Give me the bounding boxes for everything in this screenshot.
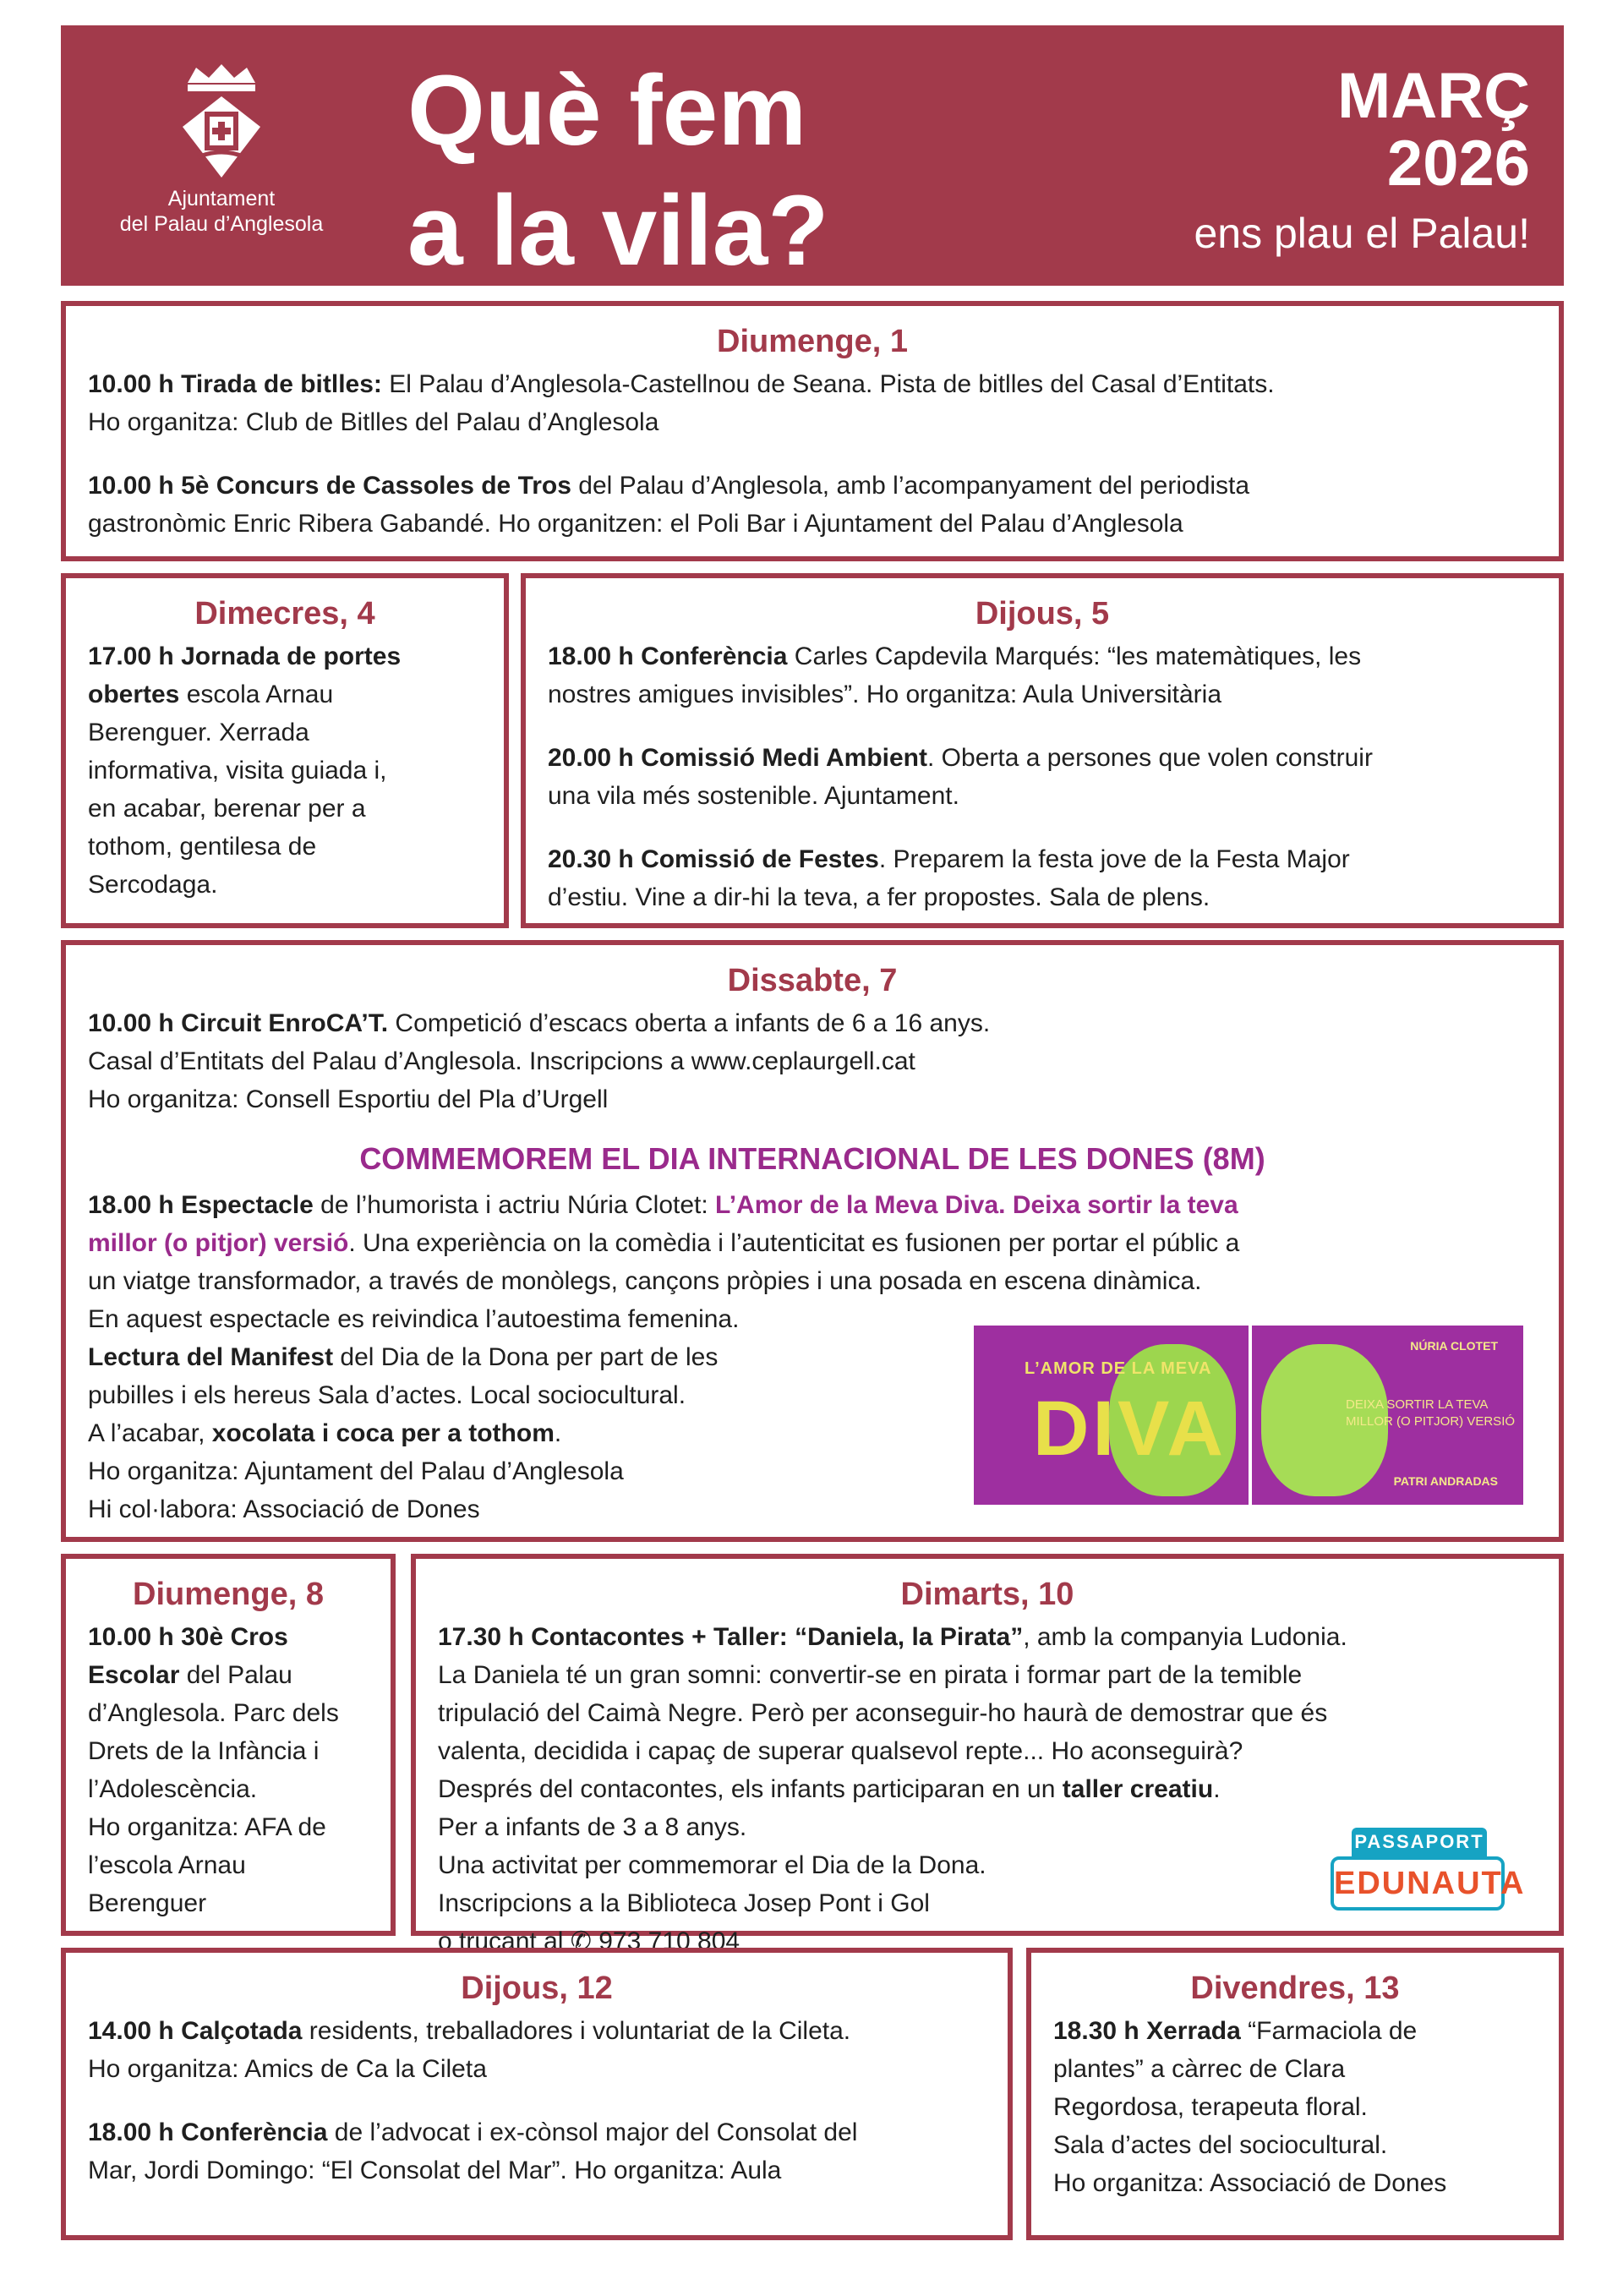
organizer-line: Ho organitza: Club de Bitlles del Palau d’Anglesola [88, 408, 659, 436]
event-line: La Daniela té un gran somni: convertir-se en pirata i formar part de la temible [438, 1661, 1303, 1689]
organizer-line: Berenguer [88, 1889, 207, 1917]
event-line: 17.00 h Jornada de portes [88, 642, 402, 670]
event-line: En aquest espectacle es reivindica l’autoestima femenina. [88, 1305, 740, 1333]
title-line-1: Què fem [407, 55, 807, 167]
page-title [407, 51, 829, 291]
event-line: Inscripcions a la Biblioteca Josep Pont i Gol [438, 1889, 930, 1917]
event-line: l’Adolescència. [88, 1775, 258, 1803]
event-line: Mar, Jordi Domingo: “El Consolat del Mar”. Ho organitza: Aula [88, 2157, 782, 2184]
event-line: informativa, visita guiada i, [88, 757, 387, 784]
event-line: obertes escola Arnau [88, 681, 334, 708]
event-line: nostres amigues invisibles”. Ho organitza: Aula Universitària [548, 681, 1222, 708]
event-line: Regordosa, terapeuta floral. [1053, 2093, 1368, 2121]
event-line: Una activitat per commemorar el Dia de la Dona. [438, 1851, 986, 1879]
organizer-line: Ho organitza: Consell Esportiu del Pla d’Urgell [88, 1085, 609, 1113]
badge-bottom-label: EDUNAUTA [1331, 1856, 1505, 1911]
passaport-edunauta-badge [1331, 1828, 1526, 1921]
event-line: Casal d’Entitats del Palau d’Anglesola. Inscripcions a www.ceplaurgell.cat [88, 1047, 915, 1075]
event-box-diumenge-1 [61, 301, 1564, 561]
organizer-line: Ho organitza: Associació de Dones [1053, 2169, 1447, 2197]
poster-name-2: PATRI ANDRADAS [1393, 1474, 1498, 1488]
event-line: una vila més sostenible. Ajuntament. [548, 782, 959, 810]
day-title: Dijous, 5 [975, 596, 1110, 631]
year-label: 2026 [1386, 128, 1530, 200]
event-line: 10.00 h 5è Concurs de Cassoles de Tros del Palau d’Anglesola, amb l’acompanyament del periodista [88, 472, 1250, 500]
event-line: Per a infants de 3 a 8 anys. [438, 1813, 747, 1841]
event-box-dimarts-10 [411, 1554, 1564, 1955]
title-line-2: a la vila? [407, 175, 829, 287]
poster-title-top: L’AMOR DE LA MEVA [1025, 1359, 1212, 1378]
event-line: Sala d’actes del sociocultural. [1053, 2131, 1388, 2159]
event-line: en acabar, berenar per a [88, 795, 366, 823]
event-line: 18.00 h Conferència de l’advocat i ex-cònsol major del Consolat del [88, 2118, 858, 2146]
organizer-line: Ho organitza: Amics de Ca la Cileta [88, 2055, 487, 2083]
day-title: Dijous, 12 [461, 1971, 613, 2006]
event-line: Drets de la Infància i [88, 1737, 320, 1765]
event-line: 14.00 h Calçotada residents, treballadores i voluntariat de la Cileta. [88, 2017, 851, 2045]
event-line: Lectura del Manifest del Dia de la Dona per part de les [88, 1343, 719, 1371]
day-title: Diumenge, 8 [133, 1577, 324, 1612]
event-line: Berenguer. Xerrada [88, 719, 309, 746]
event-line: d’Anglesola. Parc dels [88, 1699, 339, 1727]
event-line: plantes” a càrrec de Clara [1053, 2055, 1346, 2083]
event-line: Després del contacontes, els infants participaran en un taller creatiu. [438, 1775, 1221, 1803]
diva-show-poster [974, 1326, 1523, 1505]
poster-name-1: NÚRIA CLOTET [1410, 1339, 1498, 1353]
event-line: tothom, gentilesa de [88, 833, 317, 861]
event-line: 18.00 h Espectacle de l’humorista i actriu Núria Clotet: L’Amor de la Meva Diva. Deixa sortir la teva [88, 1191, 1238, 1219]
event-box-dimecres-4 [61, 573, 509, 928]
event-line: d’estiu. Vine a dir-hi la teva, a fer propostes. Sala de plens. [548, 883, 1210, 911]
phone-icon: ✆ [570, 1927, 599, 1955]
event-line: 18.00 h Conferència Carles Capdevila Marqués: “les matemàtiques, les [548, 642, 1362, 670]
event-line: pubilles i els hereus Sala d’actes. Local sociocultural. [88, 1381, 686, 1409]
day-title: Dissabte, 7 [727, 963, 898, 998]
event-line: un viatge transformador, a través de monòlegs, cançons pròpies i una posada en escena dinàmica. [88, 1267, 1202, 1295]
organizer-line: l’escola Arnau [88, 1851, 246, 1879]
month-year [1337, 60, 1530, 200]
collaborator-line: Hi col·labora: Associació de Dones [88, 1495, 480, 1523]
slogan: ens plau el Palau! [1194, 210, 1530, 257]
organizer-line: Ho organitza: Ajuntament del Palau d’Anglesola [88, 1457, 624, 1485]
event-box-dijous-5 [521, 573, 1564, 928]
event-line: 10.00 h 30è Cros [88, 1623, 288, 1651]
event-line: 10.00 h Tirada de bitlles: El Palau d’Anglesola-Castellnou de Seana. Pista de bitlles del Casal d’Entitats. [88, 370, 1275, 398]
day-title: Divendres, 13 [1190, 1971, 1400, 2006]
event-box-dissabte-7 [61, 940, 1564, 1542]
organizer-line: Ho organitza: AFA de [88, 1813, 326, 1841]
coat-of-arms-icon [162, 59, 281, 186]
day-title: Dimarts, 10 [900, 1577, 1074, 1612]
event-line: Sercodaga. [88, 871, 218, 899]
municipal-logo [95, 59, 348, 262]
event-line: 17.30 h Contacontes + Taller: “Daniela, la Pirata”, amb la companyia Ludonia. [438, 1623, 1347, 1651]
logo-line-1: Ajuntament [167, 187, 276, 210]
event-line: 20.30 h Comissió de Festes. Preparem la festa jove de la Festa Major [548, 845, 1350, 873]
event-line: 18.30 h Xerrada “Farmaciola de [1053, 2017, 1418, 2045]
section-headline-8m: COMMEMOREM EL DIA INTERNACIONAL DE LES DONES (8M) [359, 1141, 1265, 1176]
event-box-diumenge-8 [61, 1554, 396, 1936]
event-line: o trucant al ✆ 973 710 804 [438, 1927, 740, 1955]
month-label: MARÇ [1337, 60, 1530, 132]
event-line: tripulació del Caimà Negre. Però per aconseguir-ho haurà de demostrar que és [438, 1699, 1328, 1727]
logo-line-2: del Palau d’Anglesola [119, 212, 324, 236]
event-box-divendres-13 [1026, 1948, 1564, 2240]
header-banner [61, 25, 1564, 286]
poster-divider [1249, 1326, 1252, 1505]
event-line: Escolar del Palau [88, 1661, 292, 1689]
phone-number: 973 710 804 [598, 1927, 740, 1955]
event-line: A l’acabar, xocolata i coca per a tothom. [88, 1419, 562, 1447]
day-title: Dimecres, 4 [194, 596, 375, 631]
event-line: gastronòmic Enric Ribera Gabandé. Ho organitzen: el Poli Bar i Ajuntament del Palau d’Anglesola [88, 510, 1183, 538]
event-line: 20.00 h Comissió Medi Ambient. Oberta a persones que volen construir [548, 744, 1373, 772]
poster-subtitle: DEIXA SORTIR LA TEVA MILLOR (O PITJOR) VERSIÓ [1346, 1397, 1516, 1429]
poster-title-diva: DIVA [1033, 1386, 1227, 1472]
day-title: Diumenge, 1 [717, 324, 908, 359]
badge-top-label: PASSAPORT [1352, 1828, 1487, 1856]
event-line: millor (o pitjor) versió. Una experiència on la comèdia i l’autenticitat es fusionen per portar el públic a [88, 1229, 1240, 1257]
event-line: valenta, decidida i capaç de superar qualsevol repte... Ho aconseguirà? [438, 1737, 1243, 1765]
event-line: 10.00 h Circuit EnroCA’T. Competició d’escacs oberta a infants de 6 a 16 anys. [88, 1009, 991, 1037]
event-box-dijous-12 [61, 1948, 1013, 2240]
